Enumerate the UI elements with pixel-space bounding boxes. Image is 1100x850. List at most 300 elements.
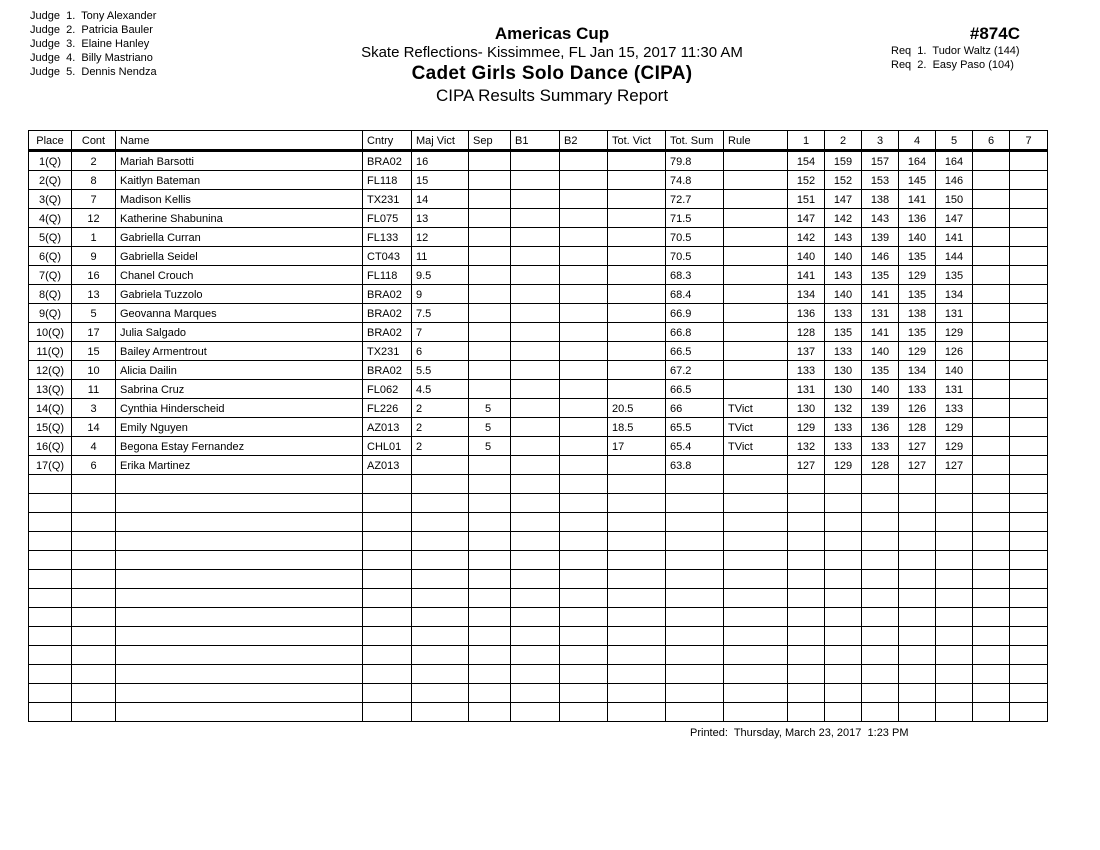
empty-cell <box>560 494 608 513</box>
b1-cell <box>511 228 560 247</box>
empty-cell <box>899 532 936 551</box>
rule-cell <box>724 323 788 342</box>
tot-sum-cell: 63.8 <box>666 456 724 475</box>
maj-vict-cell: 9 <box>412 285 469 304</box>
judge-4-score: 135 <box>899 323 936 342</box>
empty-cell <box>825 608 862 627</box>
empty-cell <box>899 570 936 589</box>
cont-cell: 5 <box>72 304 116 323</box>
empty-cell <box>973 589 1010 608</box>
b2-cell <box>560 247 608 266</box>
empty-cell <box>72 665 116 684</box>
empty-cell <box>116 532 363 551</box>
maj-vict-cell: 2 <box>412 399 469 418</box>
empty-cell <box>363 703 412 722</box>
empty-cell <box>116 646 363 665</box>
empty-cell <box>788 475 825 494</box>
empty-table-row <box>29 646 1048 665</box>
name-cell: Geovanna Marques <box>116 304 363 323</box>
judge-5-score: 129 <box>936 418 973 437</box>
maj-vict-cell: 11 <box>412 247 469 266</box>
empty-cell <box>862 665 899 684</box>
maj-vict-cell <box>412 456 469 475</box>
judge-6-score <box>973 323 1010 342</box>
judge-3-score: 139 <box>862 399 899 418</box>
judge-3-score: 133 <box>862 437 899 456</box>
empty-cell <box>511 684 560 703</box>
judge-2-score: 143 <box>825 228 862 247</box>
col-header-judge-2: 2 <box>825 131 862 151</box>
cntry-cell: BRA02 <box>363 361 412 380</box>
judge-7-score <box>1010 247 1048 266</box>
judge-6-score <box>973 437 1010 456</box>
empty-cell <box>825 703 862 722</box>
judge-4-score: 134 <box>899 361 936 380</box>
judge-5-score: 134 <box>936 285 973 304</box>
sep-cell: 5 <box>469 437 511 456</box>
judge-3-score: 138 <box>862 190 899 209</box>
sep-cell <box>469 342 511 361</box>
tot-vict-cell <box>608 342 666 361</box>
venue-date: Skate Reflections- Kissimmee, FL Jan 15, 2017 11:30 AM <box>361 44 743 61</box>
judge-5-score: 131 <box>936 304 973 323</box>
cont-cell: 2 <box>72 151 116 171</box>
sep-cell <box>469 151 511 171</box>
empty-cell <box>363 646 412 665</box>
empty-cell <box>788 684 825 703</box>
judge-6-score <box>973 266 1010 285</box>
judge-7-score <box>1010 285 1048 304</box>
col-header-b1: B1 <box>511 131 560 151</box>
empty-cell <box>116 608 363 627</box>
empty-cell <box>363 684 412 703</box>
rule-cell <box>724 228 788 247</box>
empty-table-row <box>29 608 1048 627</box>
empty-cell <box>412 627 469 646</box>
judge-4-score: 138 <box>899 304 936 323</box>
sep-cell <box>469 380 511 399</box>
judge-6-score <box>973 304 1010 323</box>
judge-6-score <box>973 418 1010 437</box>
empty-cell <box>666 532 724 551</box>
sep-cell <box>469 190 511 209</box>
empty-cell <box>862 570 899 589</box>
b1-cell <box>511 399 560 418</box>
empty-cell <box>666 646 724 665</box>
table-row <box>29 285 1048 304</box>
cont-cell: 12 <box>72 209 116 228</box>
judge-5-score: 144 <box>936 247 973 266</box>
cont-cell: 15 <box>72 342 116 361</box>
judge-6-score <box>973 361 1010 380</box>
judge-1-score: 133 <box>788 361 825 380</box>
col-header-judge-1: 1 <box>788 131 825 151</box>
cntry-cell: CT043 <box>363 247 412 266</box>
cont-cell: 8 <box>72 171 116 190</box>
judge-5-score: 127 <box>936 456 973 475</box>
tot-sum-cell: 71.5 <box>666 209 724 228</box>
name-cell: Sabrina Cruz <box>116 380 363 399</box>
empty-cell <box>560 627 608 646</box>
col-header-name: Name <box>116 131 363 151</box>
cntry-cell: BRA02 <box>363 304 412 323</box>
empty-cell <box>666 589 724 608</box>
category-title: Cadet Girls Solo Dance (CIPA) <box>411 63 693 84</box>
maj-vict-cell: 4.5 <box>412 380 469 399</box>
empty-table-row <box>29 551 1048 570</box>
empty-cell <box>608 684 666 703</box>
cntry-cell: FL118 <box>363 171 412 190</box>
empty-cell <box>363 551 412 570</box>
judge-3-score: 128 <box>862 456 899 475</box>
empty-cell <box>72 570 116 589</box>
judge-3-score: 135 <box>862 361 899 380</box>
judge-3-score: 141 <box>862 323 899 342</box>
empty-cell <box>788 532 825 551</box>
b2-cell <box>560 209 608 228</box>
rule-cell <box>724 380 788 399</box>
tot-sum-cell: 66.9 <box>666 304 724 323</box>
b2-cell <box>560 190 608 209</box>
empty-cell <box>72 627 116 646</box>
sep-cell <box>469 266 511 285</box>
tot-vict-cell <box>608 190 666 209</box>
judge-1-score: 130 <box>788 399 825 418</box>
empty-cell <box>899 589 936 608</box>
empty-cell <box>412 551 469 570</box>
empty-cell <box>29 475 72 494</box>
judge-7-score <box>1010 151 1048 171</box>
empty-cell <box>363 475 412 494</box>
judge-1-score: 154 <box>788 151 825 171</box>
tot-vict-cell <box>608 380 666 399</box>
empty-cell <box>72 475 116 494</box>
judge-2-score: 143 <box>825 266 862 285</box>
sep-cell <box>469 209 511 228</box>
empty-cell <box>469 703 511 722</box>
judge-6-score <box>973 380 1010 399</box>
judge-4-score: 129 <box>899 266 936 285</box>
b1-cell <box>511 209 560 228</box>
empty-cell <box>899 475 936 494</box>
judge-3-score: 140 <box>862 342 899 361</box>
empty-cell <box>116 684 363 703</box>
empty-cell <box>29 589 72 608</box>
judge-2-score: 133 <box>825 342 862 361</box>
empty-cell <box>608 532 666 551</box>
cntry-cell: FL062 <box>363 380 412 399</box>
judge-2-score: 135 <box>825 323 862 342</box>
empty-cell <box>724 608 788 627</box>
empty-cell <box>666 494 724 513</box>
col-header-cont: Cont <box>72 131 116 151</box>
b1-cell <box>511 285 560 304</box>
judge-2-score: 130 <box>825 361 862 380</box>
empty-cell <box>666 627 724 646</box>
tot-vict-cell: 17 <box>608 437 666 456</box>
b2-cell <box>560 380 608 399</box>
judge-5-score: 147 <box>936 209 973 228</box>
empty-cell <box>72 684 116 703</box>
empty-cell <box>899 684 936 703</box>
empty-cell <box>608 570 666 589</box>
judge-6-score <box>973 171 1010 190</box>
place-cell: 1(Q) <box>29 151 72 171</box>
empty-cell <box>560 532 608 551</box>
empty-cell <box>973 551 1010 570</box>
empty-cell <box>936 589 973 608</box>
rule-cell <box>724 342 788 361</box>
judge-6-score <box>973 228 1010 247</box>
place-cell: 16(Q) <box>29 437 72 456</box>
maj-vict-cell: 14 <box>412 190 469 209</box>
col-header-tot-sum: Tot. Sum <box>666 131 724 151</box>
empty-cell <box>29 608 72 627</box>
b2-cell <box>560 323 608 342</box>
judge-5-score: 164 <box>936 151 973 171</box>
tot-vict-cell <box>608 171 666 190</box>
table-row <box>29 380 1048 399</box>
empty-cell <box>560 608 608 627</box>
empty-cell <box>899 627 936 646</box>
cntry-cell: FL226 <box>363 399 412 418</box>
cntry-cell: BRA02 <box>363 285 412 304</box>
table-row <box>29 171 1048 190</box>
place-cell: 12(Q) <box>29 361 72 380</box>
judge-4-score: 136 <box>899 209 936 228</box>
empty-cell <box>469 684 511 703</box>
empty-cell <box>469 570 511 589</box>
empty-cell <box>608 703 666 722</box>
empty-cell <box>862 646 899 665</box>
empty-table-row <box>29 532 1048 551</box>
empty-cell <box>862 589 899 608</box>
empty-cell <box>825 684 862 703</box>
place-cell: 15(Q) <box>29 418 72 437</box>
rule-cell <box>724 456 788 475</box>
tot-vict-cell <box>608 361 666 380</box>
empty-cell <box>788 570 825 589</box>
empty-cell <box>1010 665 1048 684</box>
b2-cell <box>560 304 608 323</box>
judge-5-score: 141 <box>936 228 973 247</box>
judge-4-score: 141 <box>899 190 936 209</box>
empty-cell <box>412 646 469 665</box>
b1-cell <box>511 342 560 361</box>
sep-cell <box>469 247 511 266</box>
empty-cell <box>469 665 511 684</box>
table-row <box>29 266 1048 285</box>
place-cell: 2(Q) <box>29 171 72 190</box>
empty-cell <box>72 513 116 532</box>
judge-2-score: 140 <box>825 247 862 266</box>
empty-cell <box>116 589 363 608</box>
name-cell: Chanel Crouch <box>116 266 363 285</box>
col-header-rule: Rule <box>724 131 788 151</box>
cntry-cell: AZ013 <box>363 418 412 437</box>
empty-cell <box>936 665 973 684</box>
judge-4-score: 145 <box>899 171 936 190</box>
name-cell: Madison Kellis <box>116 190 363 209</box>
empty-cell <box>973 475 1010 494</box>
name-cell: Emily Nguyen <box>116 418 363 437</box>
empty-cell <box>862 608 899 627</box>
judge-7-score <box>1010 209 1048 228</box>
empty-cell <box>29 532 72 551</box>
col-header-b2: B2 <box>560 131 608 151</box>
empty-cell <box>511 551 560 570</box>
judge-1-score: 129 <box>788 418 825 437</box>
empty-cell <box>724 684 788 703</box>
empty-cell <box>862 551 899 570</box>
empty-cell <box>511 608 560 627</box>
maj-vict-cell: 6 <box>412 342 469 361</box>
empty-cell <box>560 551 608 570</box>
empty-cell <box>936 646 973 665</box>
rule-cell: TVict <box>724 437 788 456</box>
empty-cell <box>724 627 788 646</box>
empty-cell <box>973 532 1010 551</box>
name-cell: Mariah Barsotti <box>116 151 363 171</box>
empty-cell <box>724 589 788 608</box>
empty-cell <box>666 665 724 684</box>
empty-cell <box>825 589 862 608</box>
judge-7-score <box>1010 418 1048 437</box>
tot-sum-cell: 66 <box>666 399 724 418</box>
empty-cell <box>862 703 899 722</box>
empty-cell <box>899 494 936 513</box>
sep-cell <box>469 323 511 342</box>
tot-sum-cell: 68.3 <box>666 266 724 285</box>
empty-table-row <box>29 684 1048 703</box>
judge-2-score: 159 <box>825 151 862 171</box>
judge-3-score: 141 <box>862 285 899 304</box>
judge-5-score: 126 <box>936 342 973 361</box>
b1-cell <box>511 323 560 342</box>
empty-cell <box>469 513 511 532</box>
empty-table-row <box>29 494 1048 513</box>
col-header-judge-4: 4 <box>899 131 936 151</box>
cntry-cell: TX231 <box>363 190 412 209</box>
cntry-cell: FL118 <box>363 266 412 285</box>
empty-cell <box>973 570 1010 589</box>
tot-vict-cell <box>608 285 666 304</box>
empty-cell <box>412 475 469 494</box>
empty-table-row <box>29 475 1048 494</box>
empty-cell <box>511 570 560 589</box>
empty-cell <box>412 665 469 684</box>
col-header-judge-3: 3 <box>862 131 899 151</box>
b1-cell <box>511 171 560 190</box>
judge-3-score: 157 <box>862 151 899 171</box>
cont-cell: 6 <box>72 456 116 475</box>
maj-vict-cell: 2 <box>412 437 469 456</box>
empty-cell <box>469 589 511 608</box>
tot-sum-cell: 68.4 <box>666 285 724 304</box>
judge-2-score: 147 <box>825 190 862 209</box>
judge-2-score: 129 <box>825 456 862 475</box>
judge-3-score: 135 <box>862 266 899 285</box>
cntry-cell: TX231 <box>363 342 412 361</box>
empty-cell <box>469 475 511 494</box>
empty-cell <box>116 513 363 532</box>
rule-cell <box>724 171 788 190</box>
col-header-tot-vict: Tot. Vict <box>608 131 666 151</box>
empty-cell <box>936 475 973 494</box>
empty-cell <box>936 570 973 589</box>
place-cell: 3(Q) <box>29 190 72 209</box>
empty-cell <box>973 608 1010 627</box>
rule-cell: TVict <box>724 399 788 418</box>
empty-cell <box>608 627 666 646</box>
empty-cell <box>1010 646 1048 665</box>
cont-cell: 10 <box>72 361 116 380</box>
rule-cell <box>724 304 788 323</box>
tot-vict-cell <box>608 209 666 228</box>
judges-list <box>30 9 157 79</box>
judge-3-score: 146 <box>862 247 899 266</box>
empty-cell <box>72 646 116 665</box>
empty-cell <box>116 551 363 570</box>
empty-cell <box>825 494 862 513</box>
empty-cell <box>936 703 973 722</box>
tot-vict-cell <box>608 456 666 475</box>
rule-cell <box>724 285 788 304</box>
b1-cell <box>511 247 560 266</box>
empty-cell <box>1010 551 1048 570</box>
empty-cell <box>511 589 560 608</box>
judge-7-score <box>1010 380 1048 399</box>
tot-sum-cell: 65.4 <box>666 437 724 456</box>
judge-1-score: 132 <box>788 437 825 456</box>
b1-cell <box>511 418 560 437</box>
table-row <box>29 399 1048 418</box>
judge-2-score: 152 <box>825 171 862 190</box>
judge-7-score <box>1010 304 1048 323</box>
judge-1-score: 151 <box>788 190 825 209</box>
b1-cell <box>511 456 560 475</box>
empty-cell <box>29 570 72 589</box>
empty-cell <box>116 475 363 494</box>
judge-line: Judge 5. Dennis Nendza <box>30 66 157 78</box>
requirement-line: Req 1. Tudor Waltz (144) <box>891 45 1020 57</box>
judge-4-score: 135 <box>899 247 936 266</box>
maj-vict-cell: 16 <box>412 151 469 171</box>
judge-6-score <box>973 285 1010 304</box>
empty-cell <box>608 513 666 532</box>
empty-cell <box>412 532 469 551</box>
maj-vict-cell: 9.5 <box>412 266 469 285</box>
name-cell: Julia Salgado <box>116 323 363 342</box>
table-row <box>29 418 1048 437</box>
empty-table-row <box>29 703 1048 722</box>
name-cell: Cynthia Hinderscheid <box>116 399 363 418</box>
empty-cell <box>862 532 899 551</box>
empty-cell <box>1010 513 1048 532</box>
empty-cell <box>862 684 899 703</box>
empty-cell <box>412 570 469 589</box>
empty-table-row <box>29 589 1048 608</box>
sep-cell <box>469 285 511 304</box>
maj-vict-cell: 12 <box>412 228 469 247</box>
empty-cell <box>973 513 1010 532</box>
empty-cell <box>116 627 363 646</box>
judge-6-score <box>973 190 1010 209</box>
judge-6-score <box>973 456 1010 475</box>
judge-1-score: 131 <box>788 380 825 399</box>
cont-cell: 11 <box>72 380 116 399</box>
empty-cell <box>724 494 788 513</box>
